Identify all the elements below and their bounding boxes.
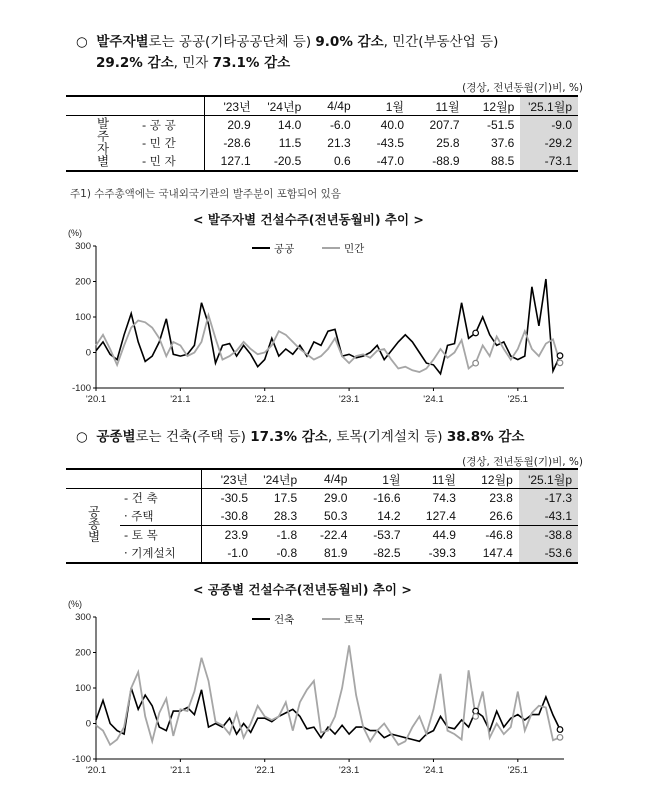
series-line-건축	[96, 688, 560, 741]
col-header: 4/4p	[303, 470, 353, 489]
table-cell: -53.7	[353, 526, 406, 545]
table-cell: 81.9	[324, 546, 348, 560]
x-tick-label: '23.1	[338, 765, 360, 776]
row-label: - 민 간	[142, 136, 176, 150]
col-header: '25.1월p	[520, 97, 578, 116]
table-cell: -47.0	[376, 154, 404, 168]
x-tick-label: '23.1	[338, 394, 360, 405]
col-header: '23년	[205, 97, 257, 116]
table-cell: -22.4	[303, 526, 353, 545]
table-cell: -17.3	[519, 489, 578, 508]
headline-text: 로는 공공(기타공공단체 등)	[148, 34, 316, 50]
table-cell: -82.5	[373, 546, 401, 560]
y-axis-label: (%)	[68, 599, 82, 609]
legend-entry: 토목	[344, 614, 365, 626]
unit-label: (경상, 전년동월(기)비, %)	[462, 456, 583, 468]
table-cell: -9.0	[520, 116, 578, 135]
table-row	[66, 507, 578, 526]
row-label: - 토 목	[120, 526, 202, 545]
table-cell: 20.9	[205, 116, 257, 135]
unit-label: (경상, 전년동월(기)비, %)	[462, 82, 583, 94]
highlight-point	[557, 727, 563, 733]
table-row	[66, 152, 578, 170]
y-tick-label: 300	[75, 612, 91, 623]
series-line-공공	[96, 279, 560, 374]
x-tick-label: '20.1	[85, 765, 107, 776]
y-tick-label: -100	[71, 383, 91, 394]
row-label: · 기계설치	[124, 546, 176, 560]
col-header: 11월	[410, 97, 466, 116]
col-header: 1월	[357, 97, 410, 116]
highlight-point	[473, 714, 479, 720]
x-tick-label: '25.1	[507, 765, 528, 776]
table-cell: 44.9	[407, 526, 462, 545]
table-cell: 147.4	[482, 546, 513, 560]
col-header: 12월p	[462, 470, 519, 489]
table-cell: -0.8	[276, 546, 298, 560]
table-cell: -46.8	[462, 526, 519, 545]
y-tick-label: -100	[71, 754, 91, 765]
table-cell: -1.0	[202, 544, 254, 562]
line-chart-worktype	[60, 597, 600, 782]
table-cell: -43.1	[519, 507, 578, 526]
table-cell: -20.5	[273, 154, 302, 168]
highlight-point	[557, 353, 563, 359]
table-cell: 127.1	[205, 152, 257, 170]
bullet: ○	[76, 429, 88, 445]
table-cell: -38.8	[519, 526, 578, 545]
table-cell: 127.4	[425, 509, 456, 523]
col-header: '23년	[202, 470, 254, 489]
row-label: · 주택	[124, 509, 154, 523]
y-tick-label: 0	[85, 347, 91, 359]
chart-title: < 발주자별 건설수주(전년동월비) 추이 >	[193, 212, 424, 227]
line-chart-orderer	[60, 226, 600, 411]
headline-value: 38.8% 감소	[446, 429, 525, 445]
table-cell: -73.1	[520, 152, 578, 170]
table-cell: 23.8	[489, 491, 513, 505]
table-cell: -30.8	[202, 507, 254, 526]
table-cell: 50.3	[324, 509, 348, 523]
table-cell: 26.6	[489, 509, 513, 523]
legend-entry: 민간	[344, 243, 365, 255]
x-tick-label: '20.1	[85, 394, 107, 405]
headline-value: 73.1% 감소	[212, 55, 291, 71]
highlight-point	[557, 735, 563, 741]
section2-headline	[76, 427, 524, 447]
y-tick-label: 0	[85, 718, 91, 730]
headline-keyword: 공종별	[96, 429, 136, 445]
row-label: - 건 축	[124, 491, 158, 505]
table-cell: 74.3	[432, 491, 456, 505]
table-cell: 0.6	[333, 154, 351, 168]
table-cell: -16.6	[373, 491, 401, 505]
table-cell: 207.7	[429, 118, 460, 132]
x-tick-label: '21.1	[170, 394, 191, 405]
table-cell: 40.0	[380, 118, 404, 132]
legend-entry: 공공	[274, 243, 295, 255]
table-row	[66, 134, 578, 152]
x-tick-label: '24.1	[423, 394, 444, 405]
headline-text: 로는 건축(주택 등)	[135, 429, 251, 445]
x-tick-label: '21.1	[170, 765, 191, 776]
table-cell: 23.9	[202, 526, 254, 545]
y-tick-label: 300	[75, 241, 91, 252]
table-cell: 25.8	[436, 136, 460, 150]
table-row	[66, 116, 578, 135]
group-label: 발주자별	[95, 116, 110, 167]
table-cell: -88.9	[432, 154, 460, 168]
table-cell: -28.6	[205, 134, 257, 152]
x-tick-label: '22.1	[254, 765, 275, 776]
x-tick-label: '22.1	[254, 394, 275, 405]
table-cell: 29.0	[324, 491, 348, 505]
table-cell: -43.5	[376, 136, 404, 150]
table-row	[66, 526, 578, 545]
highlight-point	[557, 360, 563, 366]
footnote: 주1) 수주총액에는 국내외국기관의 발주분이 포함되어 있음	[70, 188, 341, 200]
table-cell: 17.5	[273, 491, 298, 505]
y-tick-label: 100	[75, 312, 91, 323]
table-cell: 21.3	[327, 136, 351, 150]
table-cell: -1.8	[254, 526, 303, 545]
table-cell: 11.5	[278, 136, 302, 150]
chart-title: < 공종별 건설수주(전년동월비) 추이 >	[193, 582, 412, 597]
headline-value: 29.2% 감소	[96, 55, 174, 71]
table-cell: -53.6	[519, 544, 578, 562]
col-header: 1월	[353, 470, 406, 489]
table-cell: -39.3	[428, 546, 456, 560]
headline-keyword: 발주자별	[96, 34, 149, 50]
col-header: '24년p	[254, 470, 303, 489]
headline-text: , 민자	[173, 55, 213, 71]
table-cell: -30.5	[202, 489, 254, 508]
section1-headline-line2	[96, 53, 290, 73]
row-label: - 공 공	[142, 118, 176, 132]
table-cell: 28.3	[273, 509, 298, 523]
y-tick-label: 200	[75, 647, 91, 659]
x-tick-label: '25.1	[507, 394, 528, 405]
headline-value: 9.0% 감소	[315, 34, 384, 50]
x-tick-label: '24.1	[423, 765, 444, 776]
highlight-point	[473, 330, 479, 336]
group-label: 공종별	[86, 505, 101, 543]
table-cell: 37.6	[491, 136, 515, 150]
table-cell: -29.2	[520, 134, 578, 152]
bullet: ○	[76, 34, 88, 50]
table-row	[66, 489, 578, 508]
table-cell: -6.0	[329, 118, 351, 132]
section1-headline	[76, 32, 498, 52]
table-cell: -51.5	[487, 118, 515, 132]
highlight-point	[473, 360, 479, 366]
legend-entry: 건축	[274, 614, 295, 626]
col-header: 11월	[407, 470, 462, 489]
col-header: 4/4p	[307, 97, 356, 116]
y-axis-label: (%)	[68, 228, 82, 238]
headline-text: , 토목(기계설치 등)	[327, 429, 447, 445]
table-worktype	[66, 468, 578, 564]
row-label: - 민 자	[142, 154, 176, 168]
table-row	[66, 544, 578, 562]
col-header: 12월p	[466, 97, 521, 116]
col-header: '24년p	[257, 97, 308, 116]
table-cell: 14.2	[377, 509, 401, 523]
col-header: '25.1월p	[519, 470, 578, 489]
table-orderer	[66, 95, 578, 172]
table-cell: 14.0	[277, 118, 302, 132]
headline-text: , 민간(부동산업 등)	[383, 34, 499, 50]
y-tick-label: 100	[75, 683, 91, 694]
headline-value: 17.3% 감소	[250, 429, 328, 445]
table-cell: 88.5	[491, 154, 515, 168]
y-tick-label: 200	[75, 276, 91, 288]
